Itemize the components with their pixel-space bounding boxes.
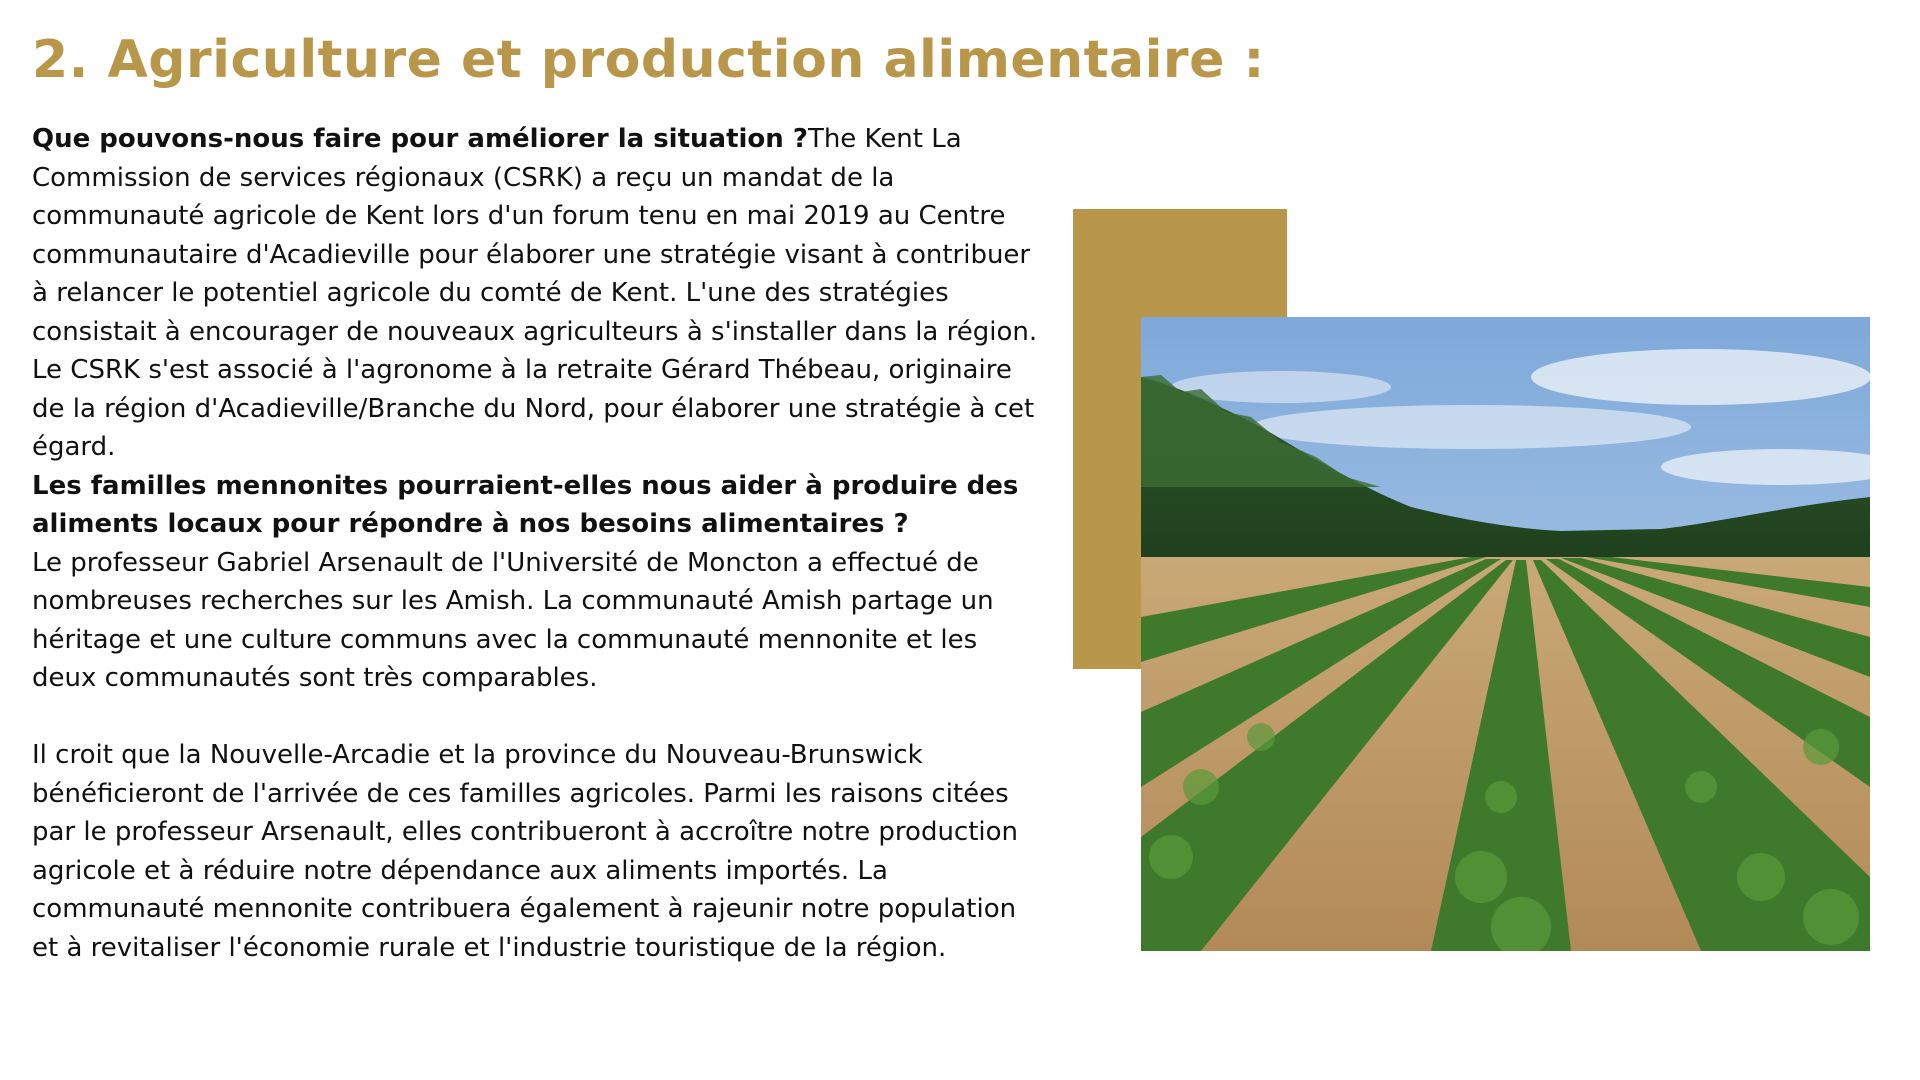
potato-field-photo bbox=[1141, 317, 1870, 951]
question-situation: Que pouvons-nous faire pour améliorer la situation ? bbox=[32, 124, 808, 154]
question-mennonites bbox=[32, 467, 1042, 544]
paragraph-situation-body: The Kent La Commission de services régionaux (CSRK) a reçu un mandat de la communauté agricole de Kent lors d'un forum tenu en mai 2019 au Centre communautaire d'Acadieville pour élaborer une stratégie visant à contribuer à relancer le potentiel agricole du comté de Kent. L'une des stratégies consistait à encourager de nouveaux agriculteurs à s'installer dans la région. Le CSRK s'est associé à l'agronome à la retraite Gérard Thébeau, originaire de la région d'Acadieville/Branche du Nord, pour élaborer une stratégie à cet égard. bbox=[32, 124, 1038, 462]
paragraph-situation bbox=[32, 120, 1042, 467]
question-mennonites-text: Les familles mennonites pourraient-elles nous aider à produire des aliments locaux pour répondre à nos besoins alimentaires ? bbox=[32, 470, 1019, 539]
page-title: 2. Agriculture et production alimentaire : bbox=[32, 30, 1265, 90]
paragraph-benefits: Il croit que la Nouvelle-Arcadie et la province du Nouveau-Brunswick bénéficieront de l'arrivée de ces familles agricoles. Parmi les raisons citées par le professeur Arsenault, elles contribueront à accroître notre production agricole et à réduire notre dépendance aux aliments importés. La communauté mennonite contribuera également à rajeunir notre population et à revitaliser l'économie rurale et l'industrie touristique de la région. bbox=[32, 740, 1019, 963]
paragraph-amish-research: Le professeur Gabriel Arsenault de l'Université de Moncton a effectué de nombreuses recherches sur les Amish. La communauté Amish partage un héritage et une culture communs avec la communauté mennonite et les deux communautés sont très comparables. bbox=[32, 547, 994, 693]
paragraph-spacer bbox=[32, 698, 1042, 737]
body-text-column bbox=[32, 120, 1042, 967]
